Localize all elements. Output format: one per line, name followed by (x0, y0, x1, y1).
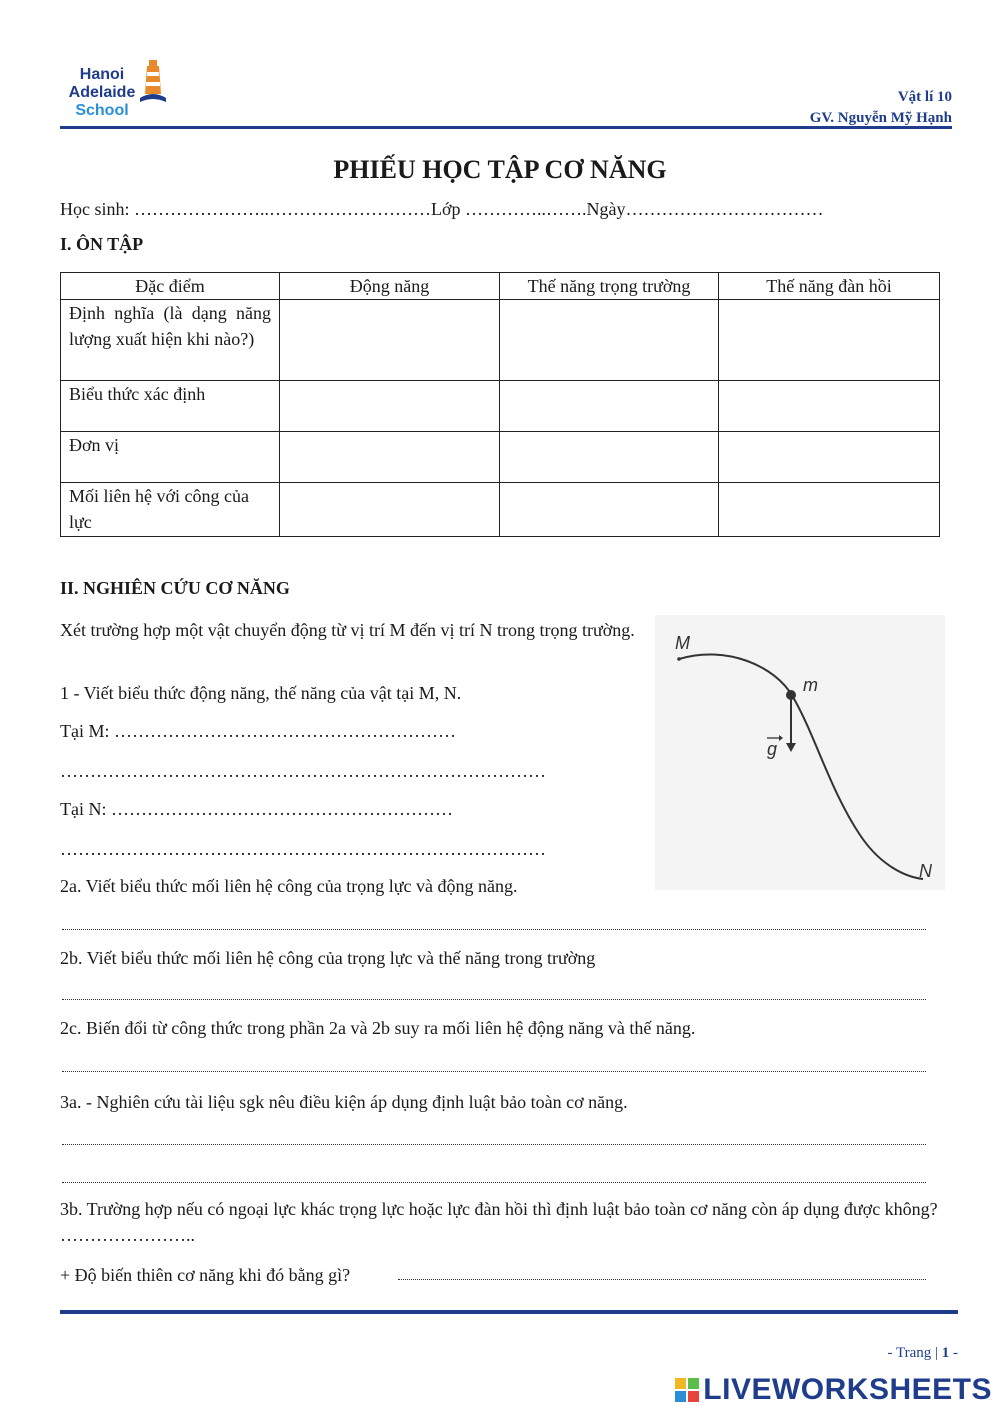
liveworksheets-logo-icon (675, 1378, 699, 1402)
footer-divider (60, 1310, 958, 1314)
question-1: 1 - Viết biểu thức động năng, thế năng của vật tại M, N. (60, 683, 462, 703)
label-M: M (675, 633, 690, 653)
table-row (61, 432, 940, 483)
answer-line-2b[interactable] (62, 999, 926, 1000)
table-row (61, 381, 940, 432)
col-header-kinetic: Động năng (280, 273, 500, 300)
question-2a: 2a. Viết biểu thức mối liên hệ công của trọng lực và động năng. (60, 876, 518, 896)
section-1-heading: I. ÔN TẬP (60, 234, 144, 254)
answer-cell[interactable] (280, 381, 500, 432)
answer-cell[interactable] (500, 381, 719, 432)
row-label-expression: Biểu thức xác định (61, 381, 280, 432)
answer-line-3a-1[interactable] (62, 1144, 926, 1145)
answer-line-2a[interactable] (62, 929, 926, 930)
question-3c: + Độ biến thiên cơ năng khi đó bằng gì? (60, 1265, 351, 1285)
answer-line-at-n-cont[interactable]: ……………………………………………………………………… (60, 839, 546, 859)
answer-cell[interactable] (280, 432, 500, 483)
logo-line-1: Hanoi (79, 66, 125, 83)
answer-cell[interactable] (719, 432, 940, 483)
trajectory-figure (655, 615, 955, 895)
liveworksheets-brand (675, 1373, 992, 1407)
col-header-gravitational: Thế năng trọng trường (500, 273, 719, 300)
page-prefix: - Trang | (887, 1345, 942, 1361)
logo-line-3: School (75, 102, 129, 119)
table-row (61, 483, 940, 537)
label-m: m (803, 675, 818, 695)
question-2b: 2b. Viết biểu thức mối liên hệ công của trọng lực và thế năng trong trường (60, 948, 596, 968)
intro-text: Xét trường hợp một vật chuyển động từ vị trí M đến vị trí N trong trọng trường. (60, 620, 635, 640)
question-2c: 2c. Biến đổi từ công thức trong phần 2a và 2b suy ra mối liên hệ động năng và thế năng. (60, 1018, 696, 1038)
question-3a: 3a. - Nghiên cứu tài liệu sgk nêu điều kiện áp dụng định luật bảo toàn cơ năng. (60, 1092, 628, 1112)
row-label-unit: Đơn vị (61, 432, 280, 483)
page-number (887, 1345, 958, 1362)
review-table (60, 272, 940, 537)
label-g: g (767, 739, 778, 759)
answer-cell[interactable] (719, 381, 940, 432)
brand-text: LIVEWORKSHEETS (703, 1373, 992, 1406)
answer-cell[interactable] (500, 300, 719, 381)
answer-cell[interactable] (280, 300, 500, 381)
answer-cell[interactable] (719, 300, 940, 381)
point-m-start (677, 657, 681, 661)
answer-line-at-m-cont[interactable]: ……………………………………………………………………… (60, 761, 546, 781)
page-number-value: 1 (941, 1345, 950, 1361)
lighthouse-icon (138, 58, 168, 108)
col-header-feature: Đặc điểm (61, 273, 280, 300)
col-header-elastic: Thế năng đàn hồi (719, 273, 940, 300)
question-3b: 3b. Trường hợp nếu có ngoại lực khác trọng lực hoặc lực đàn hồi thì định luật bảo toàn cơ năng còn áp dụng được không? ………………….. (60, 1199, 938, 1245)
answer-line-at-n[interactable]: Tại N: ………………………………………………… (60, 799, 453, 819)
answer-line-at-m[interactable]: Tại M: ………………………………………………… (60, 721, 456, 741)
answer-cell[interactable] (719, 483, 940, 537)
student-info-line: Học sinh: …………………..………………………Lớp …………..…….Ngày…………………………… (60, 199, 824, 219)
figure-background (655, 615, 945, 890)
subject-label: Vật lí 10 (897, 89, 952, 105)
answer-line-3c[interactable] (398, 1279, 926, 1280)
answer-line-2c[interactable] (62, 1071, 926, 1072)
label-N: N (919, 861, 932, 881)
table-header-row (61, 273, 940, 300)
answer-line-3a-2[interactable] (62, 1182, 926, 1183)
mass-point (786, 690, 796, 700)
logo-line-2: Adelaide (68, 84, 136, 101)
header-info (810, 87, 952, 129)
section-2-heading: II. NGHIÊN CỨU CƠ NĂNG (60, 578, 290, 598)
teacher-label: GV. Nguyễn Mỹ Hạnh (809, 110, 952, 126)
page-title: PHIẾU HỌC TẬP CƠ NĂNG (333, 155, 667, 184)
header-divider (60, 126, 952, 129)
row-label-definition: Định nghĩa (là dạng năng lượng xuất hiện khi nào?) (61, 300, 280, 381)
row-label-work-relation: Mối liên hệ với công của lực (61, 483, 280, 537)
answer-cell[interactable] (280, 483, 500, 537)
page-suffix: - (949, 1345, 958, 1361)
answer-cell[interactable] (500, 483, 719, 537)
table-row (61, 300, 940, 381)
school-logo (62, 58, 172, 122)
answer-cell[interactable] (500, 432, 719, 483)
